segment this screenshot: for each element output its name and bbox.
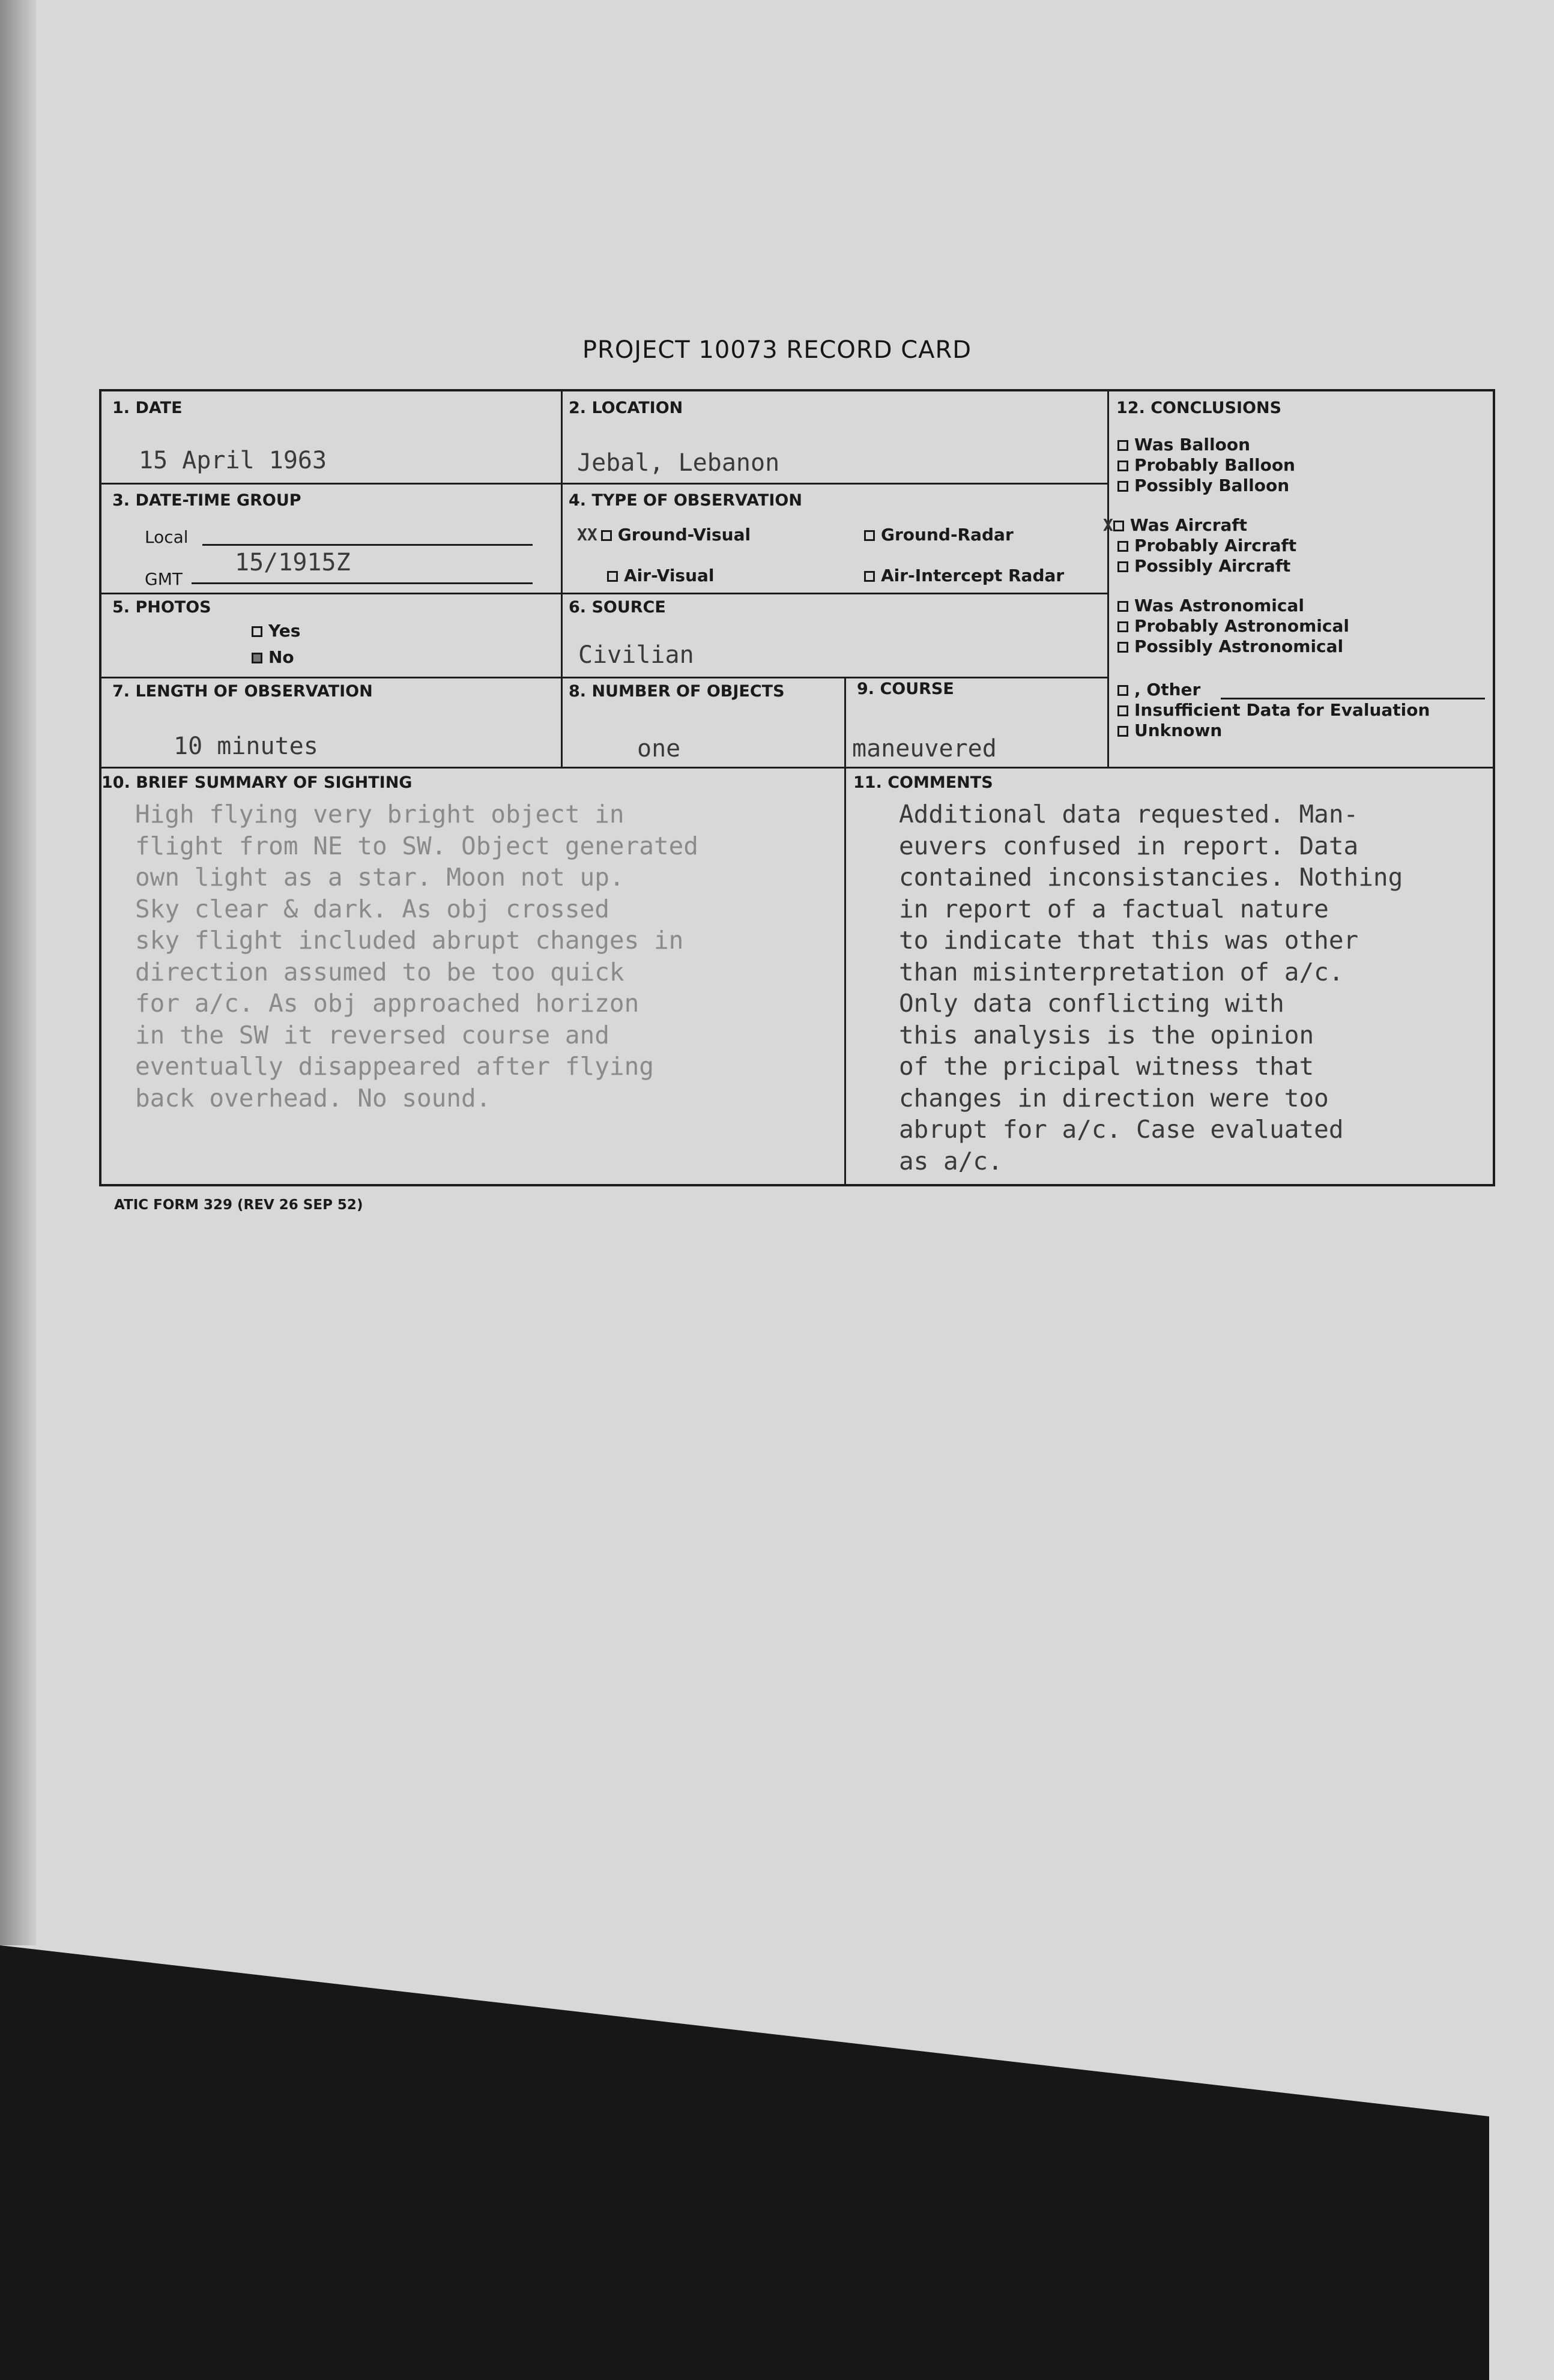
checkbox-icon — [1117, 621, 1128, 632]
checkbox-icon — [1117, 685, 1128, 696]
comments-line: than misinterpretation of a/c. — [899, 957, 1344, 986]
was-aircraft-mark: X — [1103, 515, 1113, 535]
other-underline — [1221, 698, 1485, 699]
divider-col10-11 — [844, 769, 846, 1184]
summary-line: own light as a star. Moon not up. — [135, 863, 624, 892]
conclusion-probably-astronomical[interactable]: Probably Astronomical — [1117, 616, 1349, 636]
course-value: maneuvered — [852, 735, 997, 763]
conclusion-possibly-aircraft[interactable]: Possibly Aircraft — [1117, 556, 1290, 576]
option-air-visual[interactable]: Air-Visual — [607, 566, 715, 585]
comments-line: euvers confused in report. Data — [899, 831, 1359, 860]
checkbox-icon — [1117, 726, 1128, 737]
comments-line: this analysis is the opinion — [899, 1020, 1314, 1050]
conclusion-probably-aircraft[interactable]: Probably Aircraft — [1117, 536, 1296, 555]
summary-label: 10. BRIEF SUMMARY OF SIGHTING — [101, 773, 413, 792]
conclusion-was-astronomical[interactable]: Was Astronomical — [1117, 596, 1304, 615]
gmt-label: GMT — [145, 569, 183, 589]
summary-text — [135, 799, 698, 1114]
checkbox-icon — [1117, 440, 1128, 451]
summary-line: in the SW it reversed course and — [135, 1020, 609, 1050]
number-of-objects-value: one — [637, 735, 681, 763]
summary-line: High flying very bright object in — [135, 800, 624, 829]
location-label: 2. LOCATION — [569, 399, 683, 417]
form-number: ATIC FORM 329 (REV 26 SEP 52) — [114, 1197, 363, 1213]
date-value: 15 April 1963 — [139, 447, 327, 474]
gmt-value: 15/1915Z — [235, 549, 351, 576]
comments-line: as a/c. — [899, 1146, 1003, 1176]
comments-line: changes in direction were too — [899, 1083, 1329, 1113]
row-divider-3 — [101, 677, 1108, 678]
checkbox-icon — [1117, 461, 1128, 471]
row-divider-2 — [101, 593, 1108, 594]
checkbox-icon — [252, 626, 262, 637]
checkbox-icon — [607, 571, 618, 582]
source-value: Civilian — [578, 641, 694, 669]
ground-visual-mark: XX — [577, 525, 597, 545]
summary-line: sky flight included abrupt changes in — [135, 926, 684, 955]
comments-text — [899, 799, 1403, 1177]
checkbox-icon — [1117, 561, 1128, 572]
record-card — [99, 389, 1495, 1186]
summary-line: flight from NE to SW. Object generated — [135, 831, 698, 860]
comments-line: in report of a factual nature — [899, 894, 1329, 923]
length-of-observation-label: 7. LENGTH OF OBSERVATION — [112, 682, 373, 701]
local-underline — [202, 544, 533, 546]
gmt-underline — [192, 582, 533, 584]
option-ground-radar[interactable]: Ground-Radar — [864, 525, 1014, 545]
source-label: 6. SOURCE — [569, 598, 666, 617]
checkbox-icon — [1117, 642, 1128, 653]
row-divider-1 — [101, 483, 1108, 485]
checkbox-icon — [1117, 705, 1128, 716]
local-label: Local — [145, 527, 189, 547]
conclusion-was-aircraft[interactable]: X Was Aircraft — [1103, 515, 1247, 535]
checkbox-icon — [1113, 521, 1124, 531]
date-time-group-label: 3. DATE-TIME GROUP — [112, 491, 301, 510]
conclusion-unknown[interactable]: Unknown — [1117, 720, 1222, 740]
location-value: Jebal, Lebanon — [577, 449, 780, 477]
conclusion-probably-balloon[interactable]: Probably Balloon — [1117, 455, 1295, 475]
comments-line: Additional data requested. Man- — [899, 800, 1359, 829]
checkbox-icon — [252, 653, 262, 663]
comments-line: abrupt for a/c. Case evaluated — [899, 1115, 1344, 1144]
checkbox-icon — [864, 530, 875, 541]
number-of-objects-label: 8. NUMBER OF OBJECTS — [569, 682, 785, 701]
conclusion-insufficient-data[interactable]: Insufficient Data for Evaluation — [1117, 700, 1430, 720]
course-label: 9. COURSE — [857, 680, 954, 698]
checkbox-icon — [1117, 541, 1128, 552]
summary-line: for a/c. As obj approached horizon — [135, 989, 639, 1018]
card-title: PROJECT 10073 RECORD CARD — [582, 336, 972, 364]
option-air-intercept-radar[interactable]: Air-Intercept Radar — [864, 566, 1064, 585]
length-of-observation-value: 10 minutes — [174, 732, 318, 760]
photos-label: 5. PHOTOS — [112, 598, 211, 617]
checkbox-icon — [1117, 481, 1128, 492]
conclusion-other[interactable]: , Other — [1117, 680, 1200, 699]
comments-line: of the pricipal witness that — [899, 1052, 1314, 1081]
conclusion-possibly-balloon[interactable]: Possibly Balloon — [1117, 476, 1289, 495]
comments-label: 11. COMMENTS — [853, 773, 993, 792]
comments-line: contained inconsistancies. Nothing — [899, 863, 1403, 892]
divider-conclusions — [1107, 391, 1109, 769]
conclusion-was-balloon[interactable]: Was Balloon — [1117, 435, 1250, 455]
option-photos-no[interactable]: No — [252, 647, 294, 667]
date-label: 1. DATE — [112, 399, 183, 417]
divider-col8-9 — [844, 678, 846, 769]
conclusion-possibly-astronomical[interactable]: Possibly Astronomical — [1117, 636, 1343, 656]
checkbox-icon — [864, 571, 875, 582]
type-of-observation-label: 4. TYPE OF OBSERVATION — [569, 491, 802, 510]
option-photos-yes[interactable]: Yes — [252, 621, 300, 641]
summary-line: direction assumed to be too quick — [135, 957, 624, 986]
checkbox-icon — [601, 530, 612, 541]
summary-line: Sky clear & dark. As obj crossed — [135, 894, 609, 923]
row-divider-4 — [101, 767, 1493, 769]
comments-line: Only data conflicting with — [899, 989, 1284, 1018]
comments-line: to indicate that this was other — [899, 926, 1359, 955]
summary-line: back overhead. No sound. — [135, 1083, 491, 1113]
divider-col1 — [561, 391, 563, 769]
summary-line: eventually disappeared after flying — [135, 1052, 654, 1081]
conclusions-label: 12. CONCLUSIONS — [1116, 399, 1282, 417]
option-ground-visual[interactable]: XX Ground-Visual — [577, 525, 751, 545]
paper-edge-shadow — [0, 0, 36, 1945]
checkbox-icon — [1117, 601, 1128, 612]
